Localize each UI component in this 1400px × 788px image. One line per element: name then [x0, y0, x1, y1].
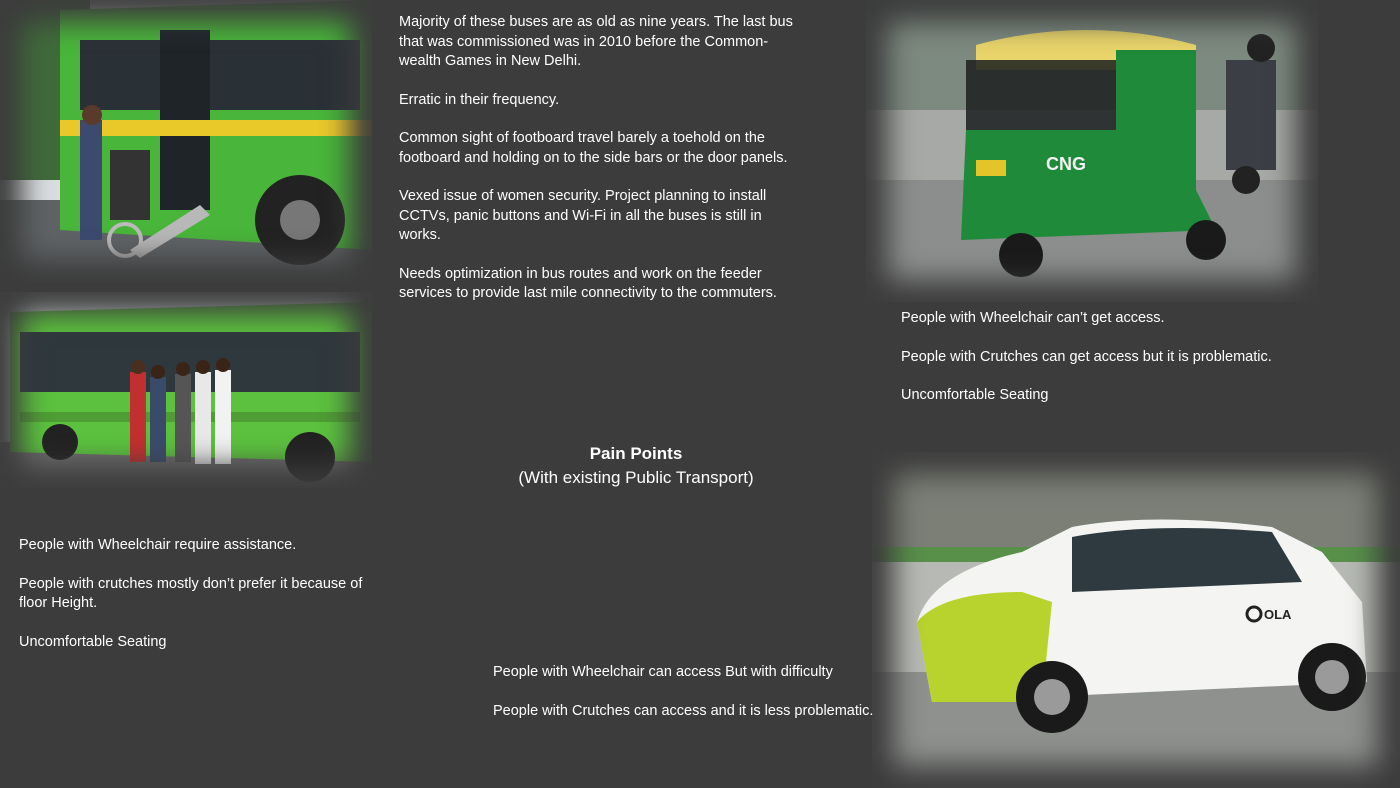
auto-rickshaw-photo: [866, 0, 1318, 302]
auto-access-wheelchair: People with Wheelchair can’t get access.: [901, 310, 1165, 326]
bus-access-wheelchair: People with Wheelchair require assistance.: [19, 537, 297, 553]
bus-issue-routes: Needs optimization in bus routes and work on the feeder services to provide last mile connectivity to the commuters.: [399, 265, 777, 301]
page-subtitle: (With existing Public Transport): [518, 468, 754, 487]
bus-issues-text: [399, 13, 799, 323]
auto-access-crutches: People with Crutches can get access but it is problematic.: [901, 348, 1272, 365]
auto-access-text: [901, 309, 1321, 425]
cab-access-wheelchair: People with Wheelchair can access But with difficulty: [493, 664, 833, 680]
cab-access-text: [493, 663, 893, 740]
cab-brand-label: OLA: [1264, 607, 1292, 622]
auto-plate-label: CNG: [1046, 154, 1086, 174]
bus-crowd-photo: [0, 292, 372, 488]
bus-access-crutches: People with crutches mostly don’t prefer it because of floor Height.: [19, 575, 363, 611]
ola-cab-photo: [872, 452, 1400, 788]
bus-issue-security: Vexed issue of women security. Project planning to install CCTVs, panic buttons and Wi-Fi in all the buses is still in works.: [399, 188, 767, 243]
bus-issue-frequency: Erratic in their frequency.: [399, 91, 560, 108]
bus-issue-age: Majority of these buses are as old as nine years. The last bus that was commissioned was in 2010 before the Common-wealth Games in New Delhi.: [399, 14, 793, 69]
bus-access-text: [19, 536, 369, 671]
auto-access-seating: Uncomfortable Seating: [901, 387, 1049, 403]
bus-wheelchair-photo: [0, 0, 372, 282]
pain-points-heading: [470, 442, 802, 490]
bus-access-seating: Uncomfortable Seating: [19, 633, 167, 650]
page-title: Pain Points: [589, 444, 683, 463]
bus-issue-footboard: Common sight of footboard travel barely a toehold on the footboard and holding on to the side bars or the door panels.: [399, 130, 788, 166]
cab-access-crutches: People with Crutches can access and it is less problematic.: [493, 702, 874, 719]
